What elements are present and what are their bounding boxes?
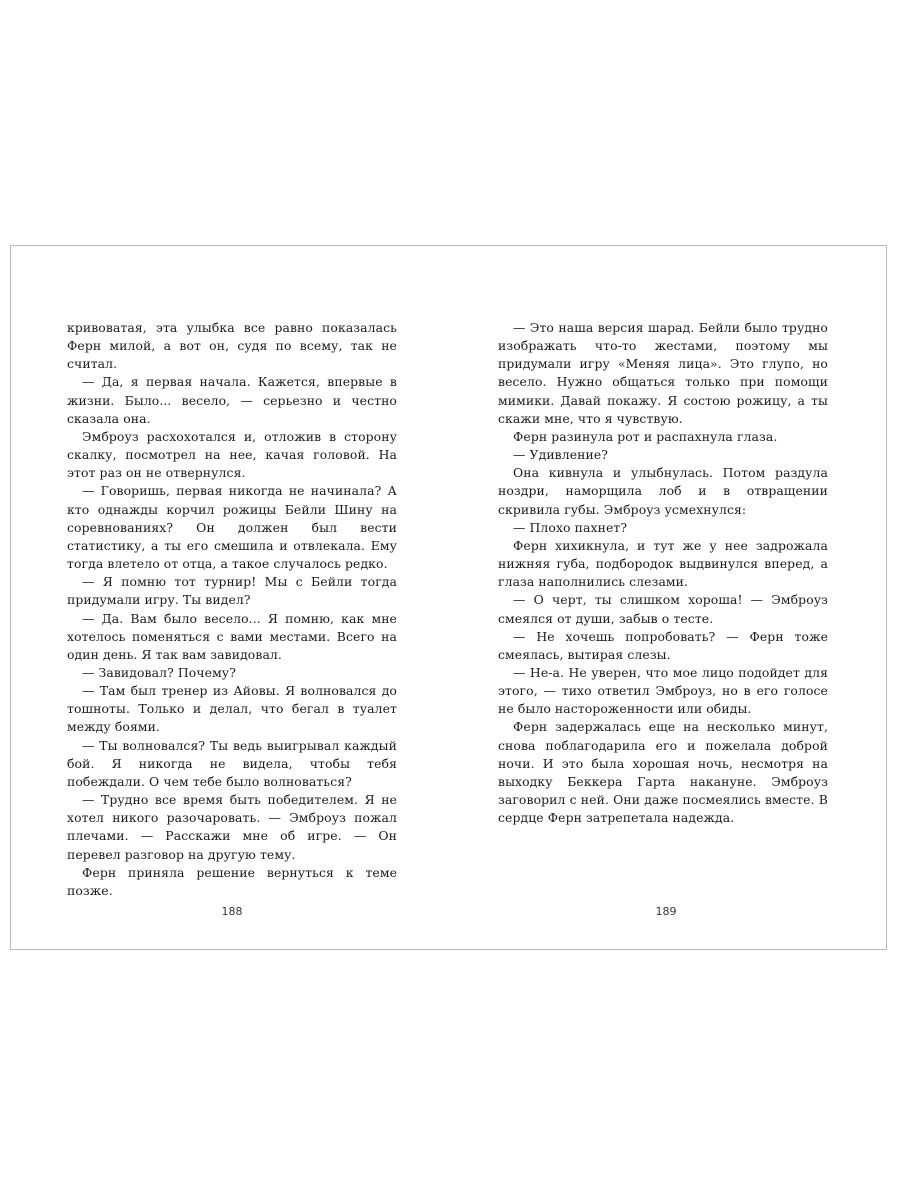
right-page — [498, 319, 828, 827]
paragraph: — Это наша версия шарад. Бейли было трудно изображать что-то жестами, поэтому мы придумали игру «Меняя лица». Это глупо, но весело. Нужно общаться только при помощи мимики. Давай покажу. Я состою рожицу, а ты скажи мне, что я чувствую. — [498, 320, 828, 426]
page-number-right: 189 — [655, 905, 677, 918]
paragraph: — Плохо пахнет? — [513, 519, 628, 535]
paragraph: Ферн приняла решение вернуться к теме позже. — [67, 864, 397, 898]
paragraph: — Да. Вам было весело... Я помню, как мне хотелось поменяться с вами местами. Всего на один день. Я так вам завидовал. — [67, 610, 397, 662]
paragraph: — Не-а. Не уверен, что мое лицо подойдет для этого, — тихо ответил Эмброуз, но в его голосе не было настороженности или обиды. — [498, 664, 828, 717]
paragraph: Ферн хихикнула, и тут же у нее задрожала нижняя губа, подбородок выдвинулся вперед, а глаза наполнились слезами. — [498, 537, 828, 590]
paragraph: — Говоришь, первая никогда не начинала? А кто однажды корчил рожицы Бейли Шину на соревнованиях? Он должен был вести статистику, а ты его смешила и отвлекала. Ему тогда влетело от отца, а такое случалось редко. — [67, 483, 397, 572]
paragraph: Эмброуз расхохотался и, отложив в сторону скалку, посмотрел на нее, качая головой. На этот раз он не отвернулся. — [67, 428, 397, 481]
page-number-left: 188 — [221, 905, 243, 918]
book-spread — [10, 245, 887, 950]
paragraph: Ферн задержалась еще на несколько минут, снова поблагодарила его и пожелала доброй ночи. И это была хорошая ночь, несмотря на выходку Беккера Гарта накануне. Эмброуз заговорил с ней. Они даже посмеялись вместе. В сердце Ферн затрепетала надежда. — [498, 719, 828, 826]
paragraph: — Да, я первая начала. Кажется, впервые в жизни. Было... весело, — серьезно и честно сказала она. — [67, 374, 397, 426]
left-page — [67, 319, 397, 900]
paragraph: — Ты волновался? Ты ведь выигрывал каждый бой. Я никогда не видела, чтобы тебя побеждали. О чем тебе было волноваться? — [67, 737, 397, 789]
paragraph: — Удивление? — [513, 447, 609, 463]
paragraph: — Не хочешь попробовать? — Ферн тоже смеялась, вытирая слезы. — [498, 628, 828, 662]
paragraph: Она кивнула и улыбнулась. Потом раздула ноздри, наморщила лоб и в отвращении скривила губы. Эмброуз усмехнулся: — [498, 465, 828, 517]
paragraph: Ферн разинула рот и распахнула глаза. — [513, 428, 778, 444]
paragraph: — Там был тренер из Айовы. Я волновался до тошноты. Только и делал, что бегал в туалет между боями. — [67, 683, 397, 735]
paragraph: кривоватая, эта улыбка все равно показалась Ферн милой, а вот он, судя по всему, так не считал. — [67, 320, 397, 372]
paragraph: — Я помню тот турнир! Мы с Бейли тогда придумали игру. Ты видел? — [67, 574, 397, 608]
paragraph: — О черт, ты слишком хороша! — Эмброуз смеялся от души, забыв о тесте. — [498, 592, 828, 626]
paragraph: — Трудно все время быть победителем. Я не хотел никого разочаровать. — Эмброуз пожал плечами. — Расскажи мне об игре. — Он перевел разговор на другую тему. — [67, 792, 397, 862]
paragraph: — Завидовал? Почему? — [82, 664, 236, 680]
